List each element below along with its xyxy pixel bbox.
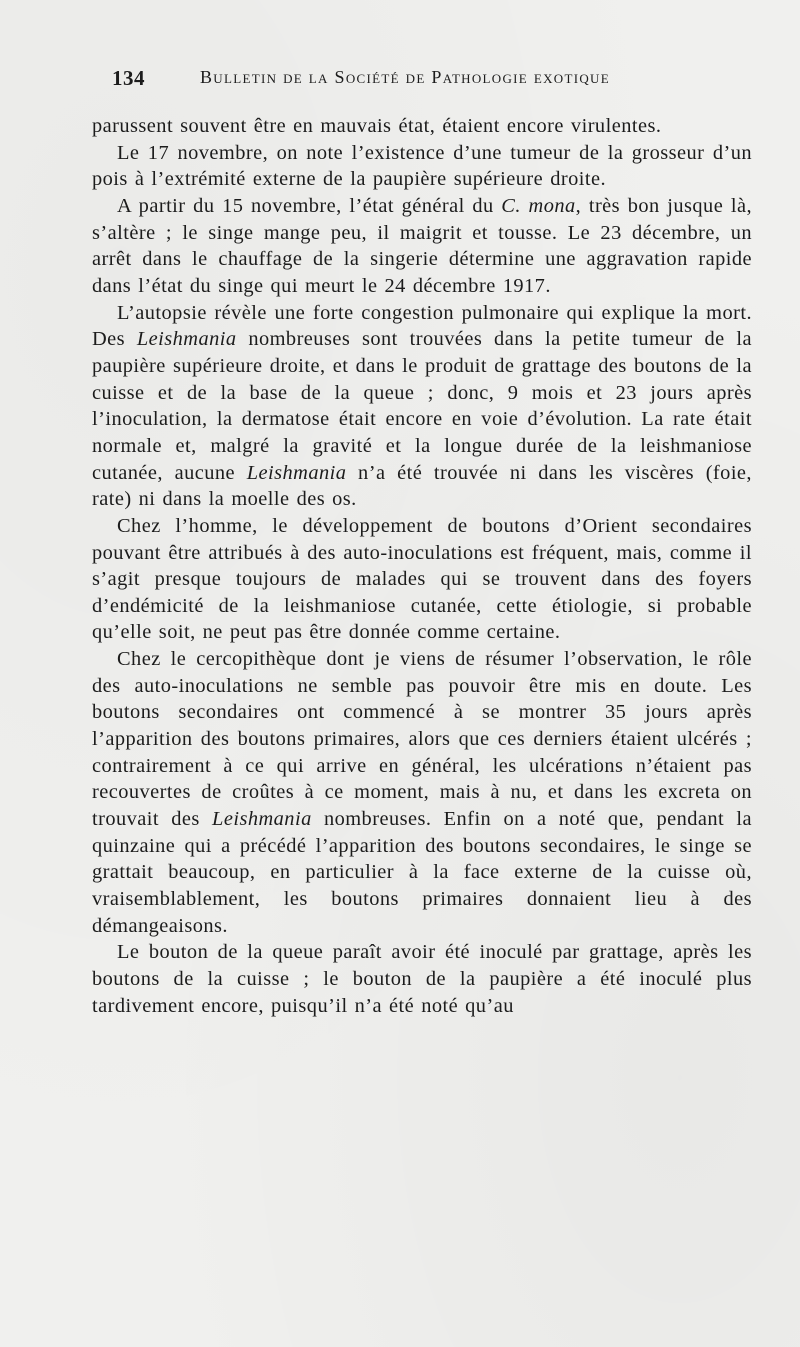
text-run: A partir du 15 novembre, l’état général du xyxy=(117,194,502,217)
italic-text: Leishmania xyxy=(212,808,312,831)
paragraph xyxy=(92,193,752,300)
paragraph xyxy=(92,939,752,1019)
paragraph xyxy=(92,513,752,646)
text-run: Chez l’homme, le développement de boutons d’Orient secondaires pouvant être attribués à des auto-inoculations est fréquent, mais, comme il s’agit presque toujours de malades qui se trouvent dans des foyers d’endémicité de la leishmaniose cutanée, cette étiologie, si probable qu’elle soit, ne peut pas être donnée comme certaine. xyxy=(92,514,752,644)
text-run: , très bon jusque là, s’altère ; le singe mange peu, il maigrit et tousse. Le 23 décembre, un arrêt dans le chauffage de la singerie détermine une aggravation rapide dans l’état du singe qui meurt le 24 décembre 1917. xyxy=(92,194,753,297)
text-run: Chez le cercopithèque dont je viens de résumer l’observation, le rôle des auto-inoculations ne semble pas pouvoir être mis en doute. Les boutons secondaires ont commencé à se montrer 35 jours après l’apparition des boutons primaires, alors que ces derniers étaient ulcérés ; contrairement à ce qui arrive en général, les ulcérations n’étaient pas recouvertes de croûtes à ce moment, mais à nu, et dans les excreta on trouvait des xyxy=(92,648,752,831)
page-number: 134 xyxy=(112,66,145,90)
text-run: nombreuses. Enfin on a noté que, pendant la quinzaine qui a précédé l’apparition des boutons secondaires, le singe se grattait beaucoup, en particulier à la face externe de la cuisse où, vraisemblablement, les boutons primaires donnaient lieu à des démangeaisons. xyxy=(92,808,753,937)
paragraph xyxy=(92,300,752,513)
running-title: Bulletin de la Société de Pathologie exotique xyxy=(200,67,610,87)
paragraph xyxy=(92,646,752,939)
italic-text: Leishmania xyxy=(136,328,237,351)
paragraph xyxy=(92,140,752,193)
italic-text: Leishmania xyxy=(246,461,347,484)
body-text xyxy=(92,113,752,1019)
text-run: Le 17 novembre, on note l’existence d’une tumeur de la grosseur d’un pois à l’extrémité externe de la paupière supérieure droite. xyxy=(92,141,752,191)
page-header xyxy=(112,66,752,96)
italic-text: C. mona xyxy=(501,194,576,217)
text-run: nombreuses sont trouvées dans la petite tumeur de la paupière supérieure droite, et dans le produit de grattage des boutons de la cuisse et de la base de la queue ; donc, 9 mois et 23 jours après l’inoculation, la dermatose était encore en voie d’évolution. La rate était normale et, malgré la gravité et la longue durée de la leishmaniose cutanée, aucune xyxy=(92,328,752,484)
text-run: n’a été trouvée ni dans les viscères (foie, rate) ni dans la moelle des os. xyxy=(92,461,752,511)
paragraph xyxy=(92,113,752,140)
text-run: L’autopsie révèle une forte congestion pulmonaire qui explique la mort. Des xyxy=(92,301,752,351)
text-run: parussent souvent être en mauvais état, étaient encore virulentes. xyxy=(92,115,662,137)
text-run: Le bouton de la queue paraît avoir été inoculé par grattage, après les boutons de la cuisse ; le bouton de la paupière a été inoculé plus tardivement encore, puisqu’il n’a été noté qu’au xyxy=(92,941,752,1017)
